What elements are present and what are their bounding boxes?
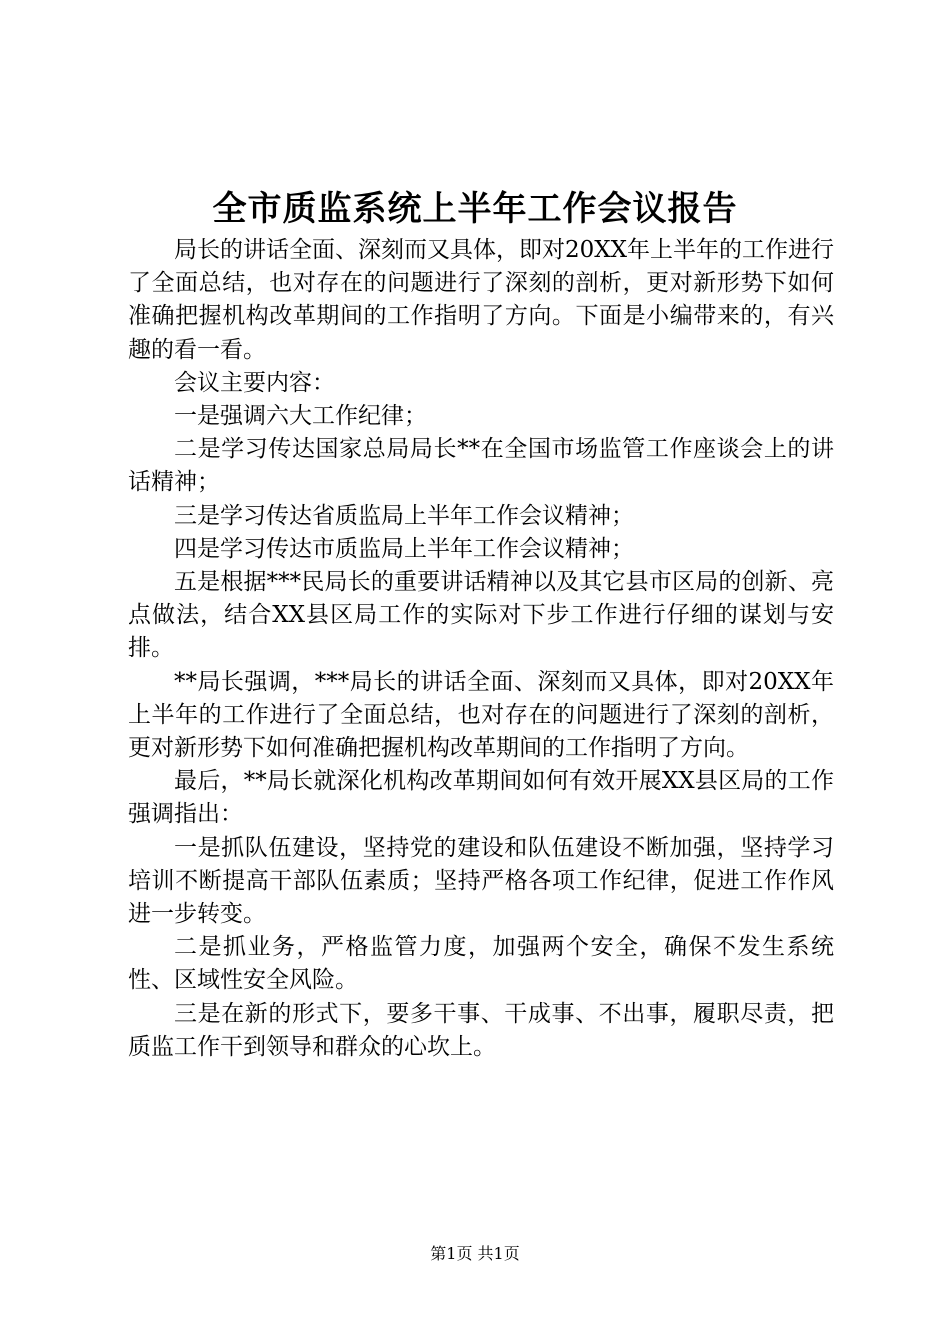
document-body	[128, 234, 834, 1064]
paragraph-item-3: 三是学习传达省质监局上半年工作会议精神；	[174, 502, 634, 529]
paragraph-item-2: 二是学习传达国家总局局长**在全国市场监管工作座谈会上的讲话精神；	[128, 436, 834, 496]
paragraph-item-1: 一是强调六大工作纪律；	[174, 403, 427, 430]
paragraph-intro: 局长的讲话全面、深刻而又具体，即对20XX年上半年的工作进行了全面总结，也对存在的问题进行了深刻的剖析，更对新形势下如何准确把握机构改革期间的工作指明了方向。下面是小编带来的，有兴趣的看一看。	[128, 237, 835, 363]
paragraph-item-5: 五是根据***民局长的重要讲话精神以及其它县市区局的创新、亮点做法，结合XX县区局工作的实际对下步工作进行仔细的谋划与安排。	[128, 569, 834, 662]
paragraph-point-1: 一是抓队伍建设，坚持党的建设和队伍建设不断加强，坚持学习培训不断提高干部队伍素质；坚持严格各项工作纪律，促进工作作风进一步转变。	[128, 834, 834, 928]
document-title: 全市质监系统上半年工作会议报告	[212, 189, 738, 229]
page-number-footer: 第1页 共1页	[430, 1244, 520, 1263]
paragraph-point-3: 三是在新的形式下，要多干事、干成事、不出事，履职尽责，把质监工作干到领导和群众的心坎上。	[128, 1000, 834, 1060]
paragraph-point-2: 二是抓业务，严格监管力度，加强两个安全，确保不发生系统性、区域性安全风险。	[128, 934, 834, 994]
paragraph-item-4: 四是学习传达市质监局上半年工作会议精神；	[174, 535, 634, 562]
paragraph-meeting-content: 会议主要内容：	[174, 369, 335, 396]
paragraph-final-remarks: 最后，**局长就深化机构改革期间如何有效开展XX县区局的工作强调指出：	[128, 768, 834, 828]
paragraph-emphasis: **局长强调，***局长的讲话全面、深刻而又具体，即对20XX年上半年的工作进行了全面总结，也对存在的问题进行了深刻的剖析，更对新形势下如何准确把握机构改革期间的工作指明了方向。	[128, 668, 834, 762]
